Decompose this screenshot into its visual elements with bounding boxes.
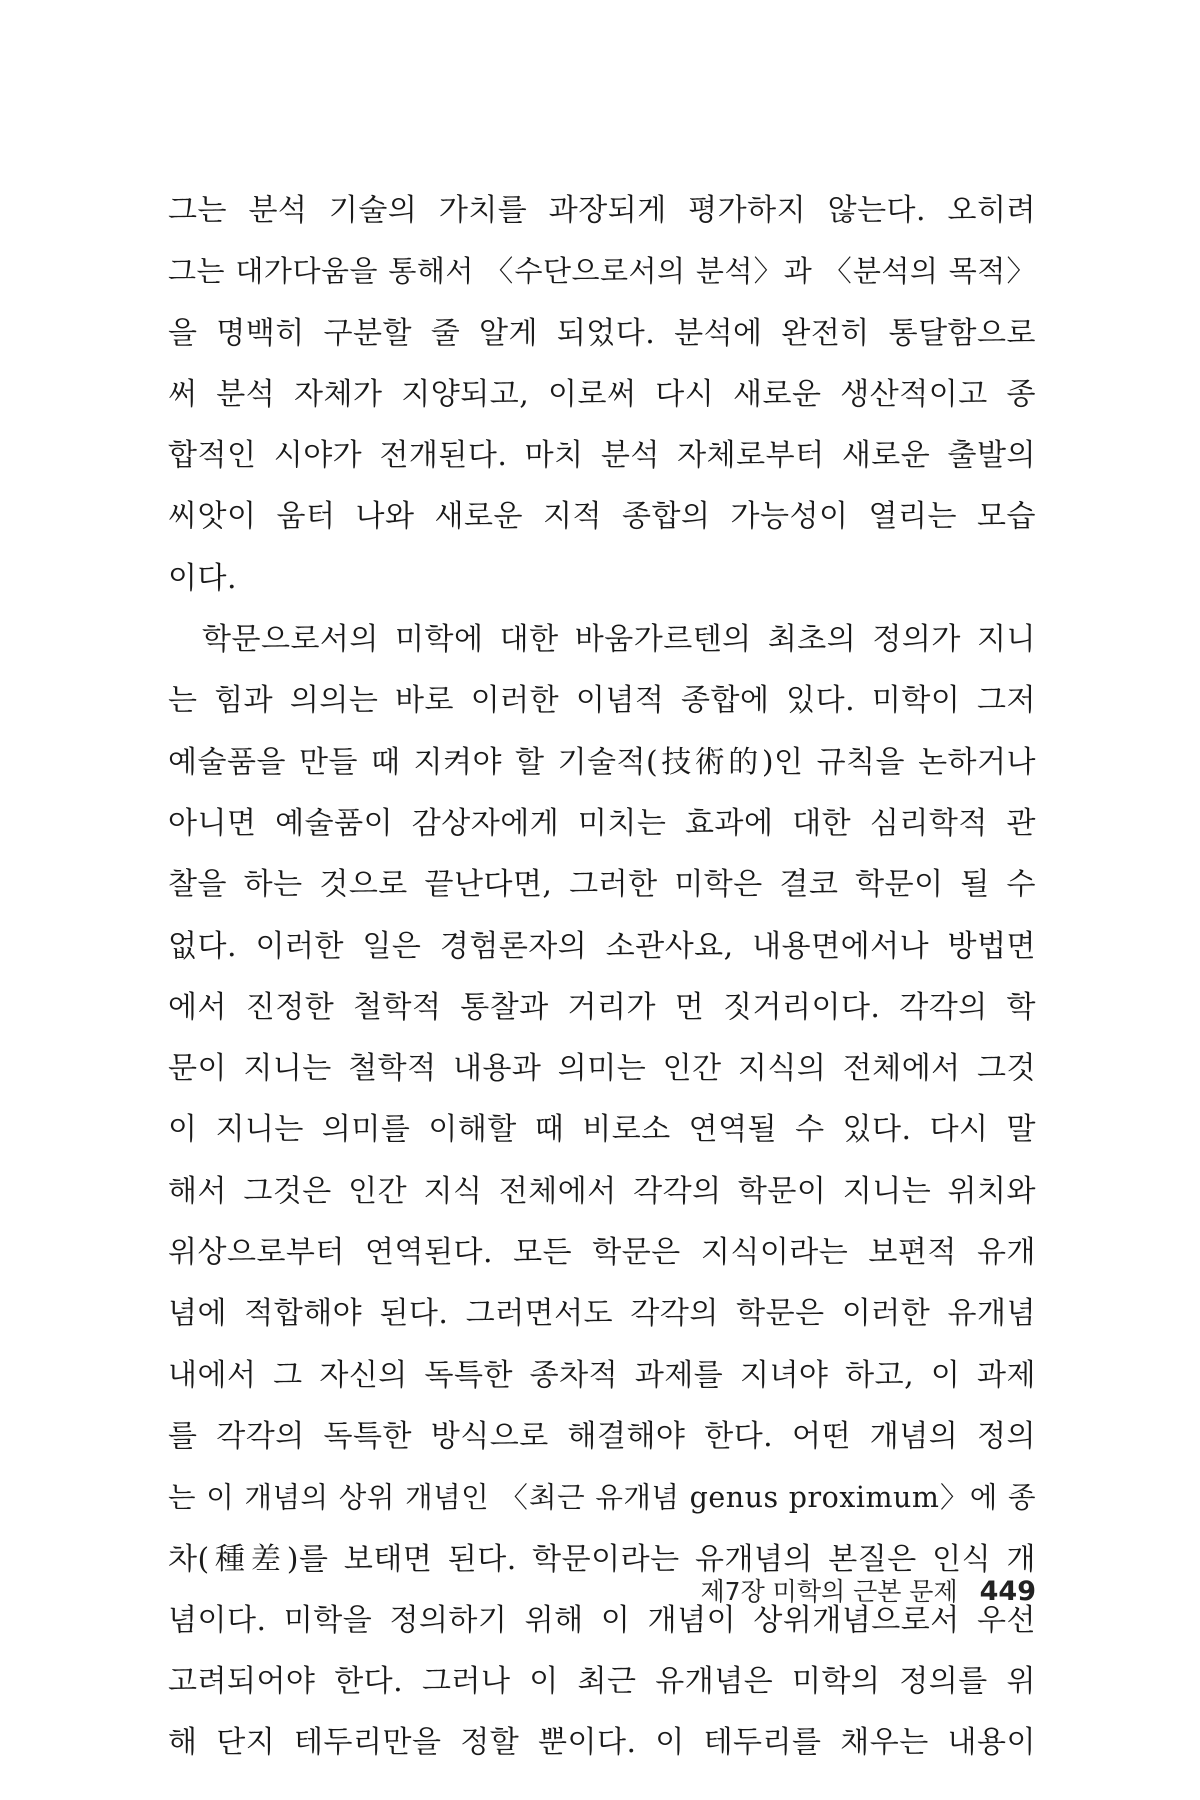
text-line: 문이 지니는 철학적 내용과 의미는 인간 지식의 전체에서 그것	[168, 1051, 1036, 1087]
text-line: 을 명백히 구분할 줄 알게 되었다. 분석에 완전히 통달함으로	[168, 315, 1036, 351]
running-footer-chapter: 제7장 미학의 근본 문제	[700, 1577, 958, 1606]
text-line: 해서 그것은 인간 지식 전체에서 각각의 학문이 지니는 위치와	[168, 1173, 1036, 1209]
text-line: 는 힘과 의의는 바로 이러한 이념적 종합에 있다. 미학이 그저	[168, 683, 1036, 719]
text-line: 씨앗이 움터 나와 새로운 지적 종합의 가능성이 열리는 모습	[168, 499, 1036, 535]
page-footer	[660, 1572, 1036, 1612]
text-line: 찰을 하는 것으로 끝난다면, 그러한 미학은 결코 학문이 될 수	[168, 867, 1036, 903]
body-text	[168, 180, 1036, 1774]
text-line: 그는 대가다움을 통해서 〈수단으로서의 분석〉과 〈분석의 목적〉	[168, 254, 1036, 289]
text-line: 는 이 개념의 상위 개념인 〈최근 유개념 genus proximum〉에 종	[168, 1481, 1036, 1515]
text-line: 써 분석 자체가 지양되고, 이로써 다시 새로운 생산적이고 종	[168, 376, 1036, 412]
text-line: 차(種差)를 보태면 된다. 학문이라는 유개념의 본질은 인식 개	[168, 1541, 1036, 1577]
text-line: 이다.	[168, 560, 237, 596]
text-line: 내에서 그 자신의 독특한 종차적 과제를 지녀야 하고, 이 과제	[168, 1357, 1036, 1393]
text-line: 학문으로서의 미학에 대한 바움가르텐의 최초의 정의가 지니	[202, 622, 1036, 658]
text-line: 합적인 시야가 전개된다. 마치 분석 자체로부터 새로운 출발의	[168, 438, 1036, 474]
text-line: 예술품을 만들 때 지켜야 할 기술적(技術的)인 규칙을 논하거나	[168, 744, 1036, 780]
text-line: 해 단지 테두리만을 정할 뿐이다. 이 테두리를 채우는 내용이	[168, 1725, 1036, 1761]
text-line: 아니면 예술품이 감상자에게 미치는 효과에 대한 심리학적 관	[168, 805, 1036, 841]
text-line: 를 각각의 독특한 방식으로 해결해야 한다. 어떤 개념의 정의	[168, 1418, 1036, 1454]
text-line: 그는 분석 기술의 가치를 과장되게 평가하지 않는다. 오히려	[168, 193, 1036, 228]
text-line: 고려되어야 한다. 그러나 이 최근 유개념은 미학의 정의를 위	[168, 1664, 1036, 1700]
page-number: 449	[979, 1576, 1036, 1607]
text-line: 에서 진정한 철학적 통찰과 거리가 먼 짓거리이다. 각각의 학	[168, 989, 1036, 1025]
text-line: 없다. 이러한 일은 경험론자의 소관사요, 내용면에서나 방법면	[168, 928, 1036, 964]
text-line: 이 지니는 의미를 이해할 때 비로소 연역될 수 있다. 다시 말	[168, 1112, 1036, 1148]
text-line: 위상으로부터 연역된다. 모든 학문은 지식이라는 보편적 유개	[168, 1235, 1036, 1271]
text-line: 념에 적합해야 된다. 그러면서도 각각의 학문은 이러한 유개념	[168, 1296, 1036, 1332]
text-line: 념이다. 미학을 정의하기 위해 이 개념이 상위개념으로서 우선	[168, 1602, 1036, 1638]
